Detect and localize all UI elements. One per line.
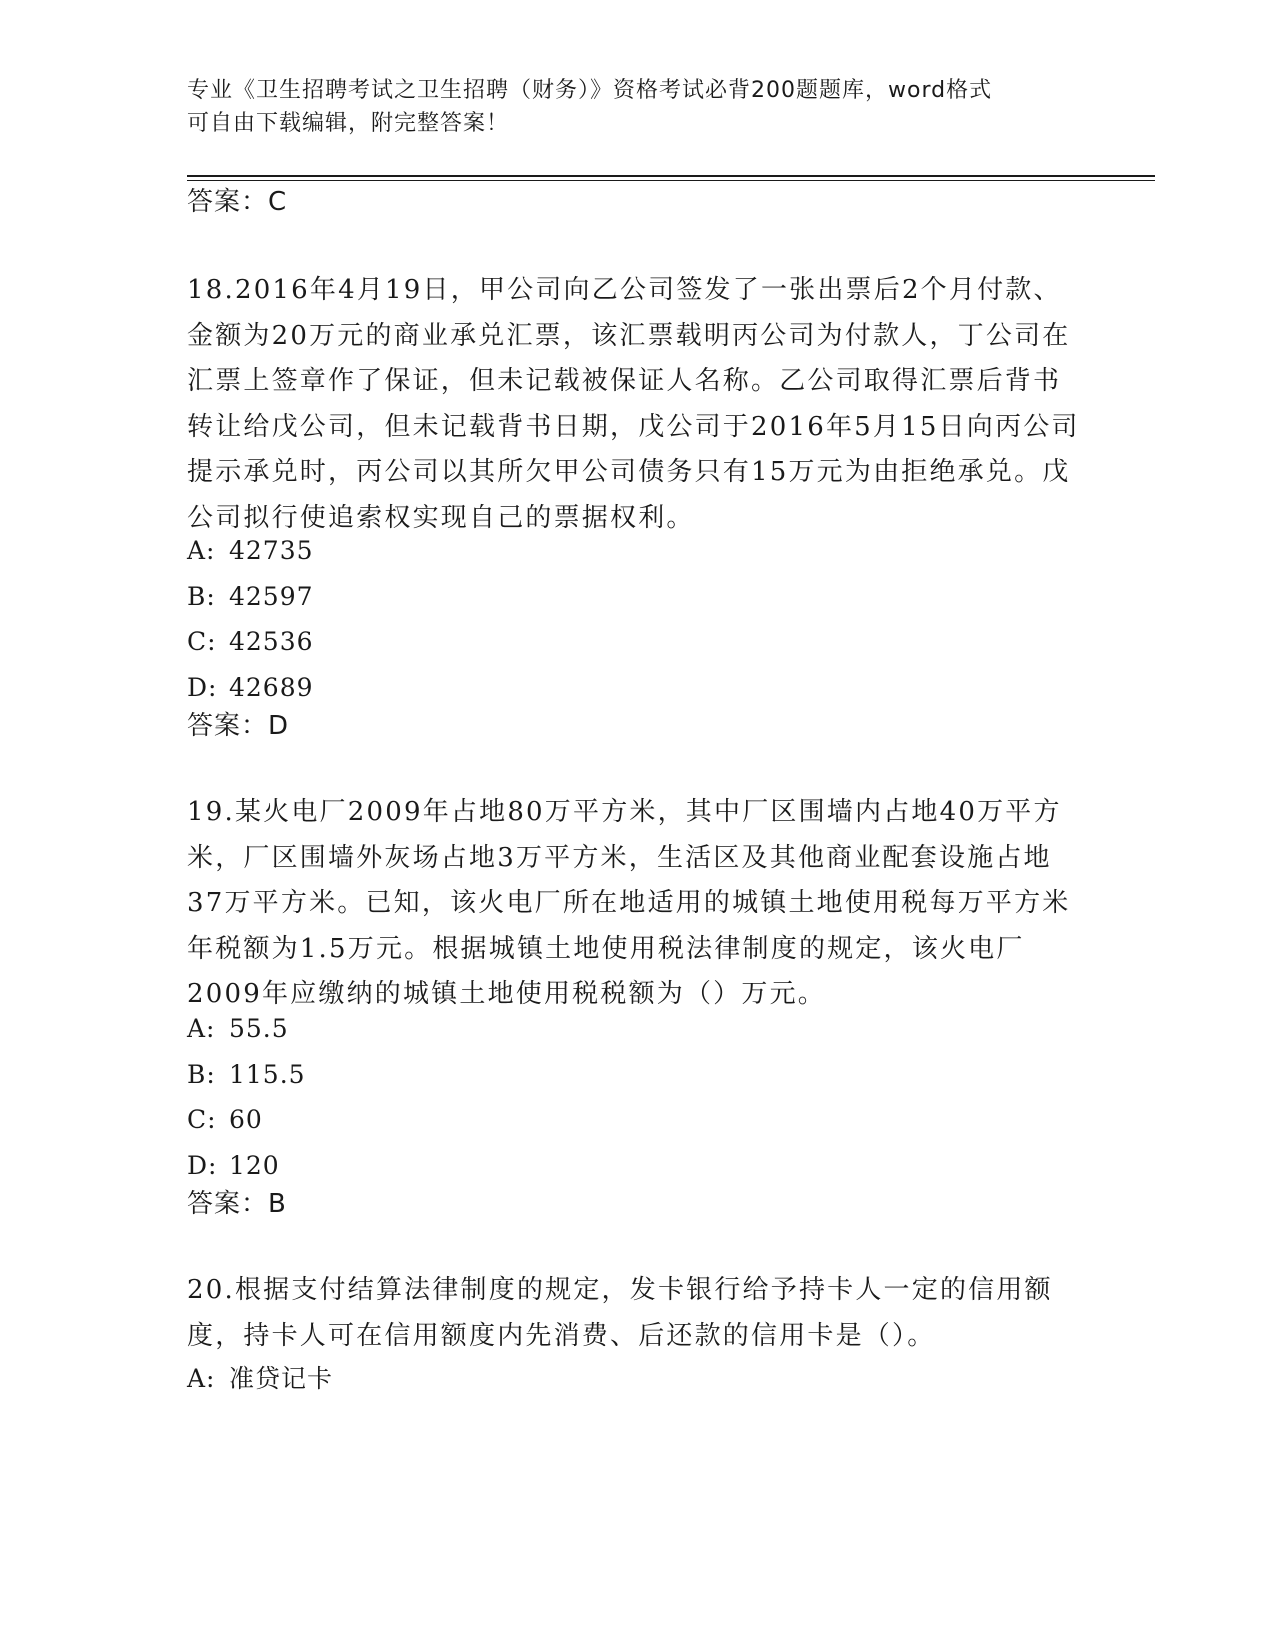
option-value: 120 bbox=[229, 1150, 280, 1180]
option-letter: C: bbox=[187, 1105, 217, 1134]
option-b bbox=[187, 1052, 1087, 1098]
option-letter: A: bbox=[187, 1014, 216, 1043]
answer-17: 答案：C bbox=[187, 187, 288, 217]
option-value: 55.5 bbox=[229, 1014, 289, 1043]
answer-18: 答案：D bbox=[187, 711, 290, 741]
option-letter: B: bbox=[187, 581, 216, 611]
option-letter: D: bbox=[187, 672, 218, 702]
question-19-options bbox=[187, 1006, 1087, 1188]
option-value: 42689 bbox=[229, 672, 314, 702]
option-value: 60 bbox=[229, 1105, 263, 1134]
question-20-options bbox=[187, 1356, 1087, 1402]
answer-19: 答案：B bbox=[187, 1189, 287, 1219]
option-value: 准贷记卡 bbox=[229, 1364, 334, 1393]
option-letter: A: bbox=[187, 536, 216, 565]
header-divider-thin bbox=[187, 180, 1155, 181]
option-c bbox=[187, 619, 1087, 665]
option-d bbox=[187, 1143, 1087, 1189]
option-a bbox=[187, 528, 1087, 574]
option-c bbox=[187, 1097, 1087, 1143]
option-value: 115.5 bbox=[229, 1059, 306, 1089]
question-18-options bbox=[187, 528, 1087, 710]
option-value: 42536 bbox=[229, 627, 314, 656]
option-letter: C: bbox=[187, 627, 217, 656]
header-line-2: 可自由下载编辑，附完整答案！ bbox=[187, 111, 510, 136]
question-18-text: 18.2016年4月19日，甲公司向乙公司签发了一张出票后2个月付款、金额为20万元的商业承兑汇票，该汇票载明丙公司为付款人，丁公司在汇票上签章作了保证，但未记载被保证人名称。乙公司取得汇票后背书转让给戊公司，但未记载背书日期，戊公司于2016年5月15日向丙公司提示承兑时，丙公司以其所欠甲公司债务只有15万元为由拒绝承兑。戊公司拟行使追索权实现自己的票据权利。 bbox=[187, 275, 1080, 533]
header-divider-thick bbox=[187, 175, 1155, 177]
option-d bbox=[187, 665, 1087, 711]
question-20-text: 20.根据支付结算法律制度的规定，发卡银行给予持卡人一定的信用额度，持卡人可在信用额度内先消费、后还款的信用卡是（）。 bbox=[187, 1275, 1053, 1351]
option-value: 42597 bbox=[229, 581, 314, 611]
option-letter: A: bbox=[187, 1364, 216, 1393]
option-letter: D: bbox=[187, 1150, 218, 1180]
option-value: 42735 bbox=[229, 536, 314, 565]
header-line-1: 专业《卫生招聘考试之卫生招聘（财务）》资格考试必背200题题库，word格式 bbox=[187, 78, 993, 103]
option-a bbox=[187, 1006, 1087, 1052]
option-a bbox=[187, 1356, 1087, 1402]
question-19-text: 19.某火电厂2009年占地80万平方米，其中厂区围墙内占地40万平方米，厂区围墙外灰场占地3万平方米，生活区及其他商业配套设施占地37万平方米。已知，该火电厂所在地适用的城镇土地使用税每万平方米年税额为1.5万元。根据城镇土地使用税法律制度的规定，该火电厂2009年应缴纳的城镇土地使用税税额为（）万元。 bbox=[187, 797, 1071, 1009]
document-header bbox=[187, 74, 1067, 140]
option-b bbox=[187, 574, 1087, 620]
option-letter: B: bbox=[187, 1059, 216, 1089]
